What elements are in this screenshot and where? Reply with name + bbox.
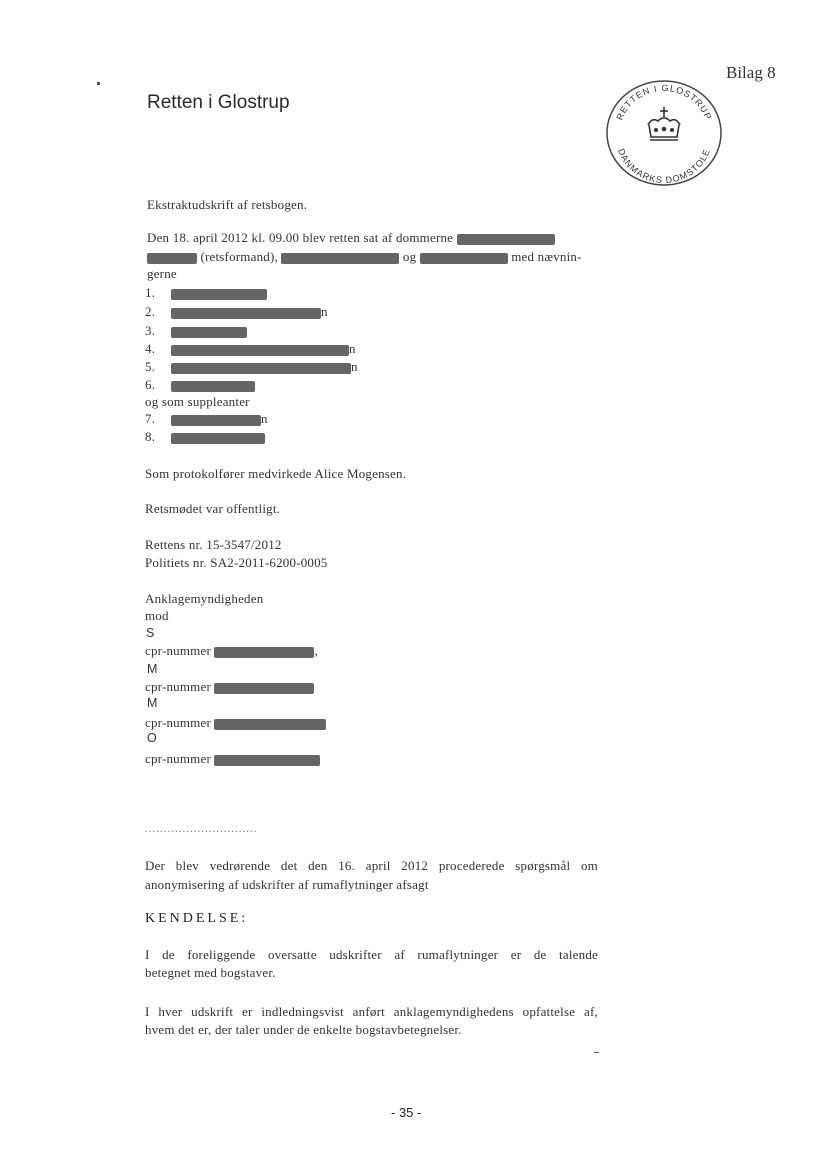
- paragraph-line: anonymisering af udskrifter af rumaflytninger afsagt: [145, 877, 429, 892]
- paragraph-line: I de foreliggende oversatte udskrifter af rumaflytninger er de talende: [145, 947, 598, 962]
- defendant-initial: O: [147, 731, 157, 745]
- case-number: Rettens nr. 15-3547/2012: [145, 537, 282, 552]
- redaction-bar: [147, 253, 197, 264]
- redaction-bar: [171, 308, 321, 319]
- redaction-bar: [171, 327, 247, 338]
- svg-text:DANMARKS DOMSTOLE: [616, 147, 712, 185]
- redaction-bar: [171, 415, 261, 426]
- intro-text: med nævnin-: [511, 249, 582, 264]
- versus: mod: [145, 608, 169, 623]
- juror-row: 2. n: [145, 304, 328, 319]
- redaction-bar: [171, 289, 267, 300]
- redaction-bar: [457, 234, 555, 245]
- redaction-bar: [171, 363, 351, 374]
- alternate-row: 8.: [145, 429, 265, 445]
- court-seal: [604, 77, 724, 189]
- defendant-cpr: cpr-nummer ,: [145, 643, 318, 658]
- paragraph-line: Der blev vedrørende det den 16. april 2012 procederede spørgsmål om: [145, 858, 598, 873]
- intro-line-3: gerne: [147, 266, 177, 281]
- seal-bottom-text: DANMARKS DOMSTOLE: [615, 147, 713, 186]
- intro-text: Den 18. april 2012 kl. 09.00 blev retten sat af dommerne: [147, 230, 454, 245]
- redaction-bar: [171, 345, 349, 356]
- paragraph-line: I hver udskrift er indledningsvist anført anklagemyndighedens opfattelse af,: [145, 1004, 598, 1019]
- redaction-bar: [214, 683, 314, 694]
- defendant-cpr: cpr-nummer: [145, 751, 320, 767]
- defendant-cpr: cpr-nummer: [145, 715, 326, 731]
- redaction-bar: [214, 647, 314, 658]
- annex-label: Bilag 8: [726, 63, 776, 82]
- crown-icon: [648, 107, 680, 140]
- scan-speck: [594, 1052, 599, 1053]
- page-number: - 35 -: [391, 1105, 422, 1120]
- juror-row: 5. n: [145, 359, 358, 374]
- intro-text: (retsformand),: [200, 249, 278, 264]
- public-line: Retsmødet var offentligt.: [145, 501, 281, 516]
- defendant-initial: S: [146, 626, 155, 640]
- redaction-bar: [214, 719, 326, 730]
- prosecution: Anklagemyndigheden: [145, 591, 264, 606]
- redaction-bar: [171, 381, 255, 392]
- ruling-heading: KENDELSE:: [145, 911, 249, 926]
- alternate-row: 7. n: [145, 411, 268, 426]
- redaction-bar: [420, 253, 508, 264]
- juror-row: 4. n: [145, 341, 356, 356]
- defendant-initial: M: [147, 662, 158, 676]
- defendant-cpr: cpr-nummer: [145, 679, 314, 695]
- intro-text: og: [402, 249, 417, 264]
- intro-line-2: [147, 249, 582, 265]
- paragraph-line: hvem det er, der taler under de enkelte bogstavbetegnelser.: [145, 1022, 462, 1037]
- seal-top-text: RETTEN I GLOSTRUP: [614, 82, 714, 122]
- alternates-label: og som suppleanter: [145, 394, 250, 409]
- scan-speck: [97, 82, 100, 85]
- juror-row: 1.: [145, 285, 267, 301]
- redaction-bar: [281, 253, 399, 264]
- court-name: Retten i Glostrup: [147, 92, 290, 113]
- clerk-line: Som protokolfører medvirkede Alice Mogensen.: [145, 466, 407, 481]
- document-title: Ekstraktudskrift af retsbogen.: [147, 197, 308, 212]
- paragraph-line: betegnet med bogstaver.: [145, 965, 276, 980]
- redaction-bar: [214, 755, 320, 766]
- police-number: Politiets nr. SA2-2011-6200-0005: [145, 555, 328, 570]
- separator: ..............................: [145, 823, 258, 835]
- juror-row: 6.: [145, 377, 255, 393]
- juror-row: 3.: [145, 323, 247, 339]
- redaction-bar: [171, 433, 265, 444]
- intro-line-1: [147, 230, 555, 246]
- defendant-initial: M: [147, 696, 158, 710]
